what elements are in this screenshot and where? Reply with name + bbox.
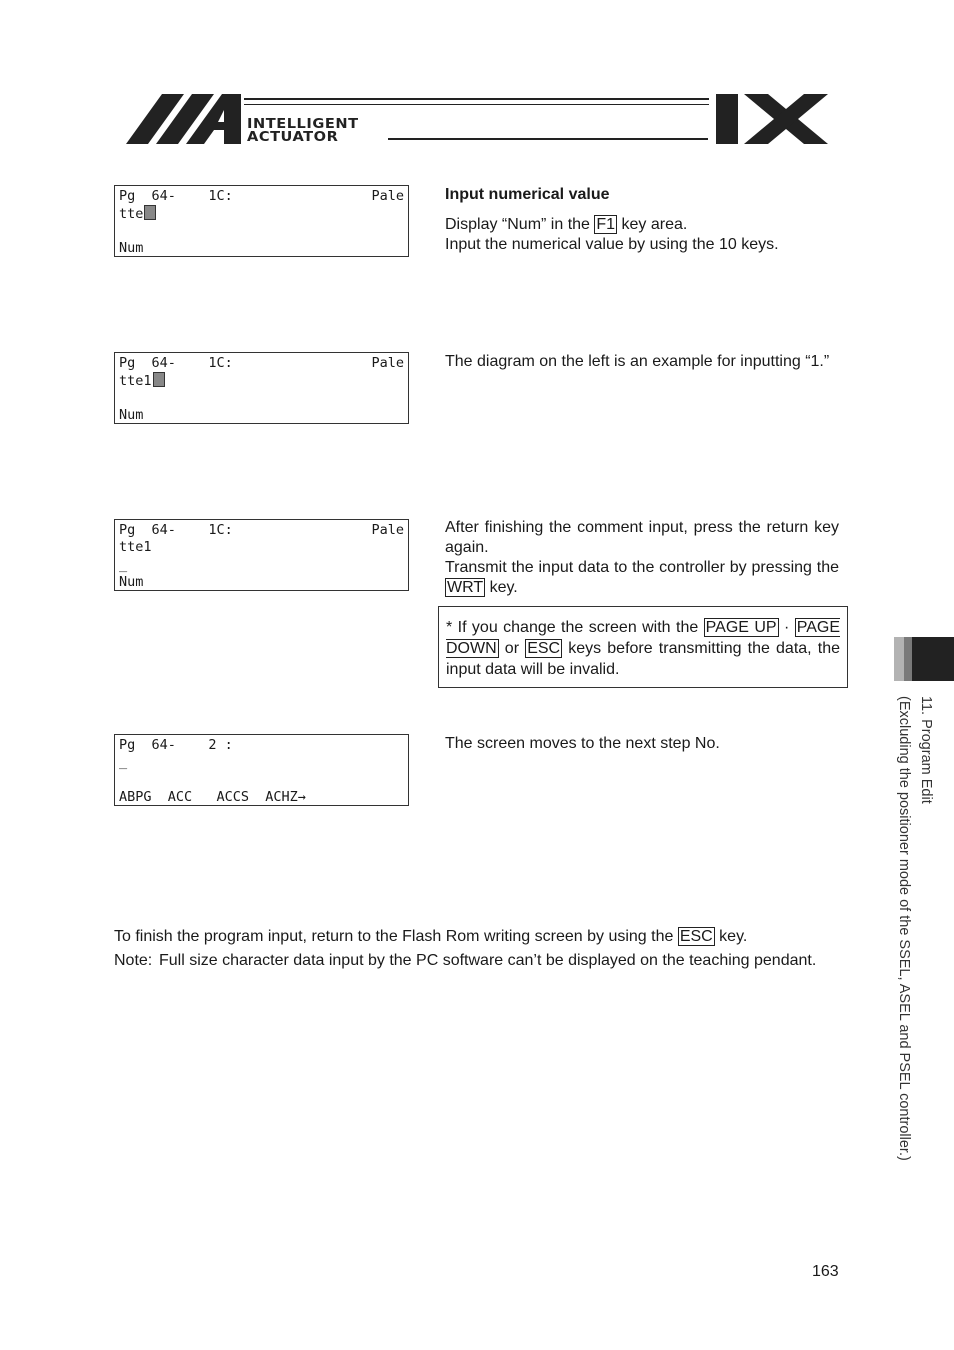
note-sep: ·: [778, 619, 795, 636]
step2-text: The diagram on the left is an example for inputting “1.”: [445, 353, 830, 370]
lcd-row-4: Num: [119, 407, 144, 423]
f1-key-label: F1: [596, 216, 616, 233]
lcd-row-2: _: [119, 754, 128, 770]
step3-text: [445, 518, 839, 598]
brand-line1: INTELLIGENT: [247, 116, 359, 132]
chapter-tab-marker: [894, 637, 954, 681]
lcd-row-1-right: Pale: [371, 355, 404, 371]
note-paragraph: [114, 951, 839, 971]
ia-logo-icon: [126, 94, 241, 144]
finish-pre: To finish the program input, return to the Flash Rom writing screen by using the: [114, 928, 678, 945]
warning-note-box: [438, 606, 848, 688]
esc-key-label: ESC: [527, 640, 561, 657]
lcd-row-1: Pg 64- 1C:: [119, 522, 233, 538]
lcd-screen-3: [114, 519, 409, 591]
logo-rule-bottom: [388, 138, 708, 140]
lcd-cursor: [153, 372, 165, 387]
note-pre: * If you change the screen with the: [446, 619, 704, 636]
tab-stripe-mid: [904, 637, 912, 681]
logo-rule-top: [244, 98, 709, 100]
brand-line2: ACTUATOR: [247, 129, 339, 145]
esc-key-label-2: ESC: [679, 928, 713, 945]
chapter-side-line1: 11. Program Edit: [918, 696, 934, 804]
note-label: Note:: [114, 952, 153, 969]
lcd-row-4: ABPG ACC ACCS ACHZ→: [119, 789, 306, 805]
warning-note-text: [446, 617, 840, 680]
finish-post: key.: [714, 928, 748, 945]
lcd-row-1-right: Pale: [371, 522, 404, 538]
brand-name: [247, 118, 359, 144]
ix-logo-icon: [716, 94, 828, 144]
step1-line1-pre: Display “Num” in the: [445, 216, 595, 233]
note-body: [114, 951, 839, 971]
step3-line2-post: key.: [485, 579, 518, 596]
tab-stripe-light: [894, 637, 904, 681]
note-post: keys before transmitting the data, the input data will be invalid.: [446, 640, 841, 678]
lcd-row-2-text: tte: [119, 206, 144, 222]
step3-line1: After finishing the comment input, press the return key again.: [445, 519, 839, 556]
step3-line2: [445, 558, 839, 598]
lcd-screen-1: [114, 185, 409, 257]
chapter-side-title: [893, 696, 937, 1161]
logo-rule-top-thin: [244, 104, 709, 105]
note-body-text: Full size character data input by the PC software can’t be displayed on the teaching pendant.: [159, 952, 817, 969]
lcd-row-2-text: tte1: [119, 373, 152, 389]
step1-text: [445, 185, 839, 255]
lcd-row-4: Num: [119, 240, 144, 256]
page-down-key-label: PAGE DOWN: [446, 619, 841, 657]
tab-stripe-dark: [912, 637, 954, 681]
finish-instruction: [114, 927, 839, 947]
lcd-row-3: _: [119, 557, 128, 573]
lcd-row-4: Num: [119, 574, 144, 590]
note-mid: or: [498, 640, 526, 657]
wrt-key-label: WRT: [447, 579, 484, 596]
lcd-screen-2: [114, 352, 409, 424]
step4-text: The screen moves to the next step No.: [445, 735, 720, 752]
page-number: 163: [812, 1263, 839, 1280]
lcd-row-2: [119, 372, 165, 388]
lcd-row-1: Pg 64- 2 :: [119, 737, 233, 753]
step1-heading: Input numerical value: [445, 186, 610, 203]
page-up-key-label: PAGE UP: [705, 619, 777, 636]
lcd-cursor: [144, 205, 156, 220]
step3-line2-pre: Transmit the input data to the controller by pressing the: [445, 559, 839, 576]
lcd-row-2: [119, 205, 156, 221]
chapter-side-line2: (Excluding the positioner mode of the SSEL, ASEL and PSEL controller.): [896, 696, 912, 1161]
lcd-row-1: Pg 64- 1C:: [119, 188, 233, 204]
lcd-screen-4: [114, 734, 409, 806]
step1-line1-post: key area.: [617, 216, 688, 233]
lcd-row-1: Pg 64- 1C:: [119, 355, 233, 371]
step1-line2: Input the numerical value by using the 10 keys.: [445, 236, 779, 253]
lcd-row-2: tte1: [119, 539, 152, 555]
lcd-row-1-right: Pale: [371, 188, 404, 204]
step1-line1: [445, 215, 839, 235]
